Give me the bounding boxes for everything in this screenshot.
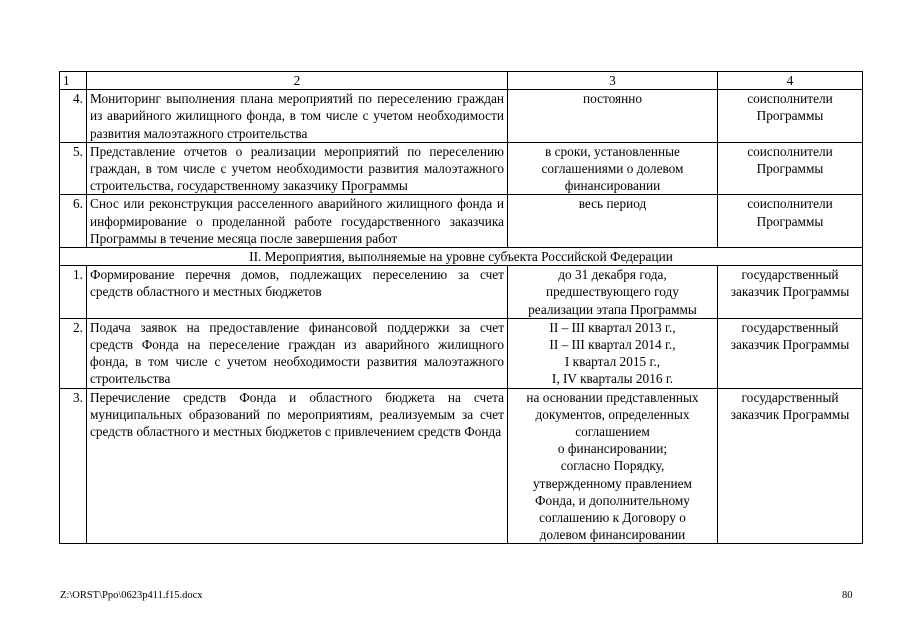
term-cell — [508, 195, 718, 248]
term-line: в сроки, установленные — [545, 143, 680, 159]
term-cell — [508, 142, 718, 195]
executor-line: соисполнители — [747, 91, 833, 107]
term-line: соглашениями о долевом — [541, 161, 684, 177]
row-number: 4. — [60, 90, 87, 143]
executor-line: государственный — [741, 389, 839, 405]
header-cell: 3 — [508, 72, 718, 90]
table-row — [60, 90, 863, 143]
term-line: согласно Порядку, — [560, 458, 665, 474]
executor-line: соисполнители — [747, 143, 833, 159]
table-row — [60, 195, 863, 248]
term-line: предшествующего году — [546, 284, 679, 300]
table-row — [60, 388, 863, 544]
table-row — [60, 142, 863, 195]
executor-line: соисполнители — [747, 196, 833, 212]
term-cell — [508, 90, 718, 143]
header-cell: 2 — [87, 72, 508, 90]
header-cell: 1 — [60, 72, 87, 90]
section-row — [60, 248, 863, 266]
term-line: реализации этапа Программы — [528, 301, 697, 317]
page-number: 80 — [842, 590, 853, 601]
term-line: финансировании — [564, 178, 661, 194]
row-number: 2. — [60, 318, 87, 388]
term-line: о финансировании; — [557, 441, 668, 457]
term-line: утвержденному правлением — [533, 475, 692, 491]
executor-line: заказчик Программы — [730, 406, 850, 422]
term-line: постоянно — [582, 91, 643, 107]
measure-description: Подача заявок на предоставление финансовой поддержки за счет средств Фонда на переселение граждан из аварийного жилищного фонда, в том числе с учетом необходимости развития малоэтажного строительства — [87, 318, 508, 388]
row-number: 3. — [60, 388, 87, 544]
measure-description: Перечисление средств Фонда и областного бюджета на счета муниципальных образований по мероприятиям, реализуемым за счет средств областного и местных бюджетов с привлечением средств Фонда — [87, 388, 508, 544]
term-line: соглашению к Договору о — [539, 510, 686, 526]
term-line: соглашением — [575, 424, 650, 440]
executor-line: Программы — [756, 108, 824, 124]
executor-cell — [718, 388, 863, 544]
executor-cell — [718, 318, 863, 388]
term-cell — [508, 318, 718, 388]
row-number: 6. — [60, 195, 87, 248]
executor-cell — [718, 142, 863, 195]
term-cell — [508, 388, 718, 544]
section-title: II. Мероприятия, выполняемые на уровне субъекта Российской Федерации — [60, 248, 863, 266]
measure-description: Формирование перечня домов, подлежащих переселению за счет средств областного и местных бюджетов — [87, 266, 508, 319]
table-row — [60, 266, 863, 319]
term-line: долевом финансировании — [539, 527, 686, 543]
executor-line: Программы — [756, 213, 824, 229]
file-path: Z:\ORST\Ppo\0623p411.f15.docx — [60, 590, 203, 601]
executor-line: государственный — [741, 267, 839, 283]
row-number: 1. — [60, 266, 87, 319]
term-line: на основании представленных — [526, 389, 699, 405]
term-cell — [508, 266, 718, 319]
term-line: II – III квартал 2013 г., — [549, 319, 676, 335]
table-row — [60, 318, 863, 388]
measures-table — [59, 71, 863, 544]
header-row — [60, 72, 863, 90]
row-number: 5. — [60, 142, 87, 195]
term-line: до 31 декабря года, — [558, 267, 667, 283]
executor-line: государственный — [741, 319, 839, 335]
executor-line: заказчик Программы — [730, 337, 850, 353]
term-line: весь период — [578, 196, 647, 212]
term-line: документов, определенных — [535, 406, 690, 422]
term-line: I квартал 2015 г., — [564, 354, 661, 370]
measure-description: Снос или реконструкция расселенного аварийного жилищного фонда и информирование о проделанной работе государственного заказчика Программы в течение месяца после завершения работ — [87, 195, 508, 248]
executor-cell — [718, 266, 863, 319]
measure-description: Представление отчетов о реализации мероприятий по переселению граждан, в том числе с учетом необходимости развития малоэтажного строительства, государственному заказчику Программы — [87, 142, 508, 195]
term-line: Фонда, и дополнительному — [535, 492, 690, 508]
term-line: I, IV кварталы 2016 г. — [551, 371, 674, 387]
measure-description: Мониторинг выполнения плана мероприятий по переселению граждан из аварийного жилищного фонда, в том числе с учетом необходимости развития малоэтажного строительства — [87, 90, 508, 143]
header-cell: 4 — [718, 72, 863, 90]
term-line: II – III квартал 2014 г., — [549, 337, 676, 353]
executor-cell — [718, 195, 863, 248]
executor-cell — [718, 90, 863, 143]
executor-line: Программы — [756, 161, 824, 177]
executor-line: заказчик Программы — [730, 284, 850, 300]
